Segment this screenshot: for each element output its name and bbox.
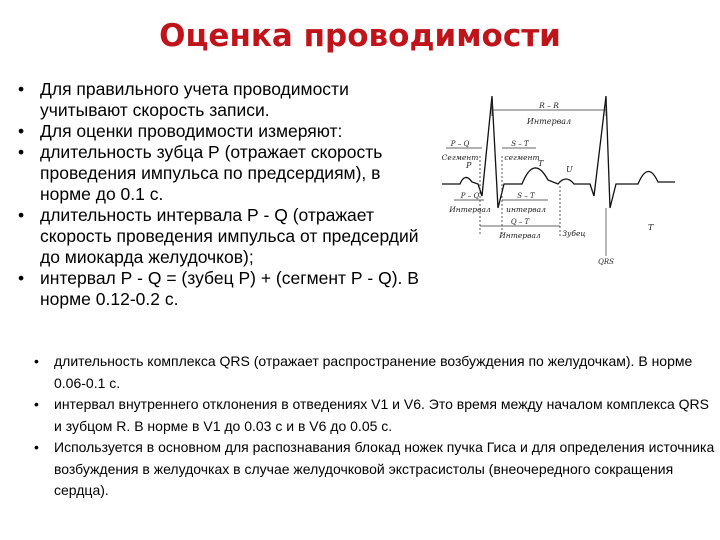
wave-u-label: U — [566, 165, 573, 174]
list-item: • длительность зубца Р (отражает скорость проведения импульса по предсердиям), в норме до 0.1 с. — [18, 142, 423, 205]
list-item: • Для оценки проводимости измеряют: — [18, 121, 423, 142]
list-item: • интервал внутреннего отклонения в отведениях V1 и V6. Это время между началом комплекса QRS и зубцом R. В норме в V1 до 0.03 с и в V6 до 0.05 с. — [34, 394, 718, 437]
rr-label: R – R — [539, 101, 559, 110]
interval-label: Интервал — [449, 205, 491, 214]
st-symbol: S – T — [511, 140, 529, 148]
rr-interval-label: Интервал — [526, 117, 572, 126]
page-title: Оценка проводимости — [159, 18, 561, 54]
list-item: • Для правильного учета проводимости учитывают скорость записи. — [18, 79, 423, 121]
segment-label: Сегмент — [441, 153, 479, 162]
interval-label: Интервал — [499, 231, 541, 240]
wave-label: Зубец — [562, 229, 586, 238]
secondary-bullet-list — [34, 351, 718, 502]
wave-p-label: P — [466, 161, 472, 170]
main-bullet-list — [18, 79, 423, 310]
ecg-diagram — [440, 96, 675, 280]
t-wave-label: T — [648, 223, 654, 232]
interval-label: интервал — [506, 205, 546, 214]
pq-segment-symbol: P – Q — [450, 140, 470, 148]
list-item: • длительность интервала Р - Q (отражает скорость проведения импульса от предсердий до миокарда желудочков); — [18, 205, 423, 268]
qrs-label: QRS — [598, 258, 614, 266]
pq-interval-symbol: P – Q — [460, 192, 480, 200]
qt-symbol: Q – T — [510, 218, 530, 226]
wave-t-label: T — [538, 159, 544, 168]
list-item: • интервал Р - Q = (зубец Р) + (сегмент Р - Q). В норме 0.12-0.2 с. — [18, 268, 423, 310]
st-interval-symbol: S – T — [517, 192, 535, 200]
list-item: • длительность комплекса QRS (отражает распространение возбуждения по желудочкам). В норме 0.06-0.1 с. — [34, 351, 718, 394]
segment-label: сегмент — [504, 153, 540, 162]
list-item: • Используется в основном для распознавания блокад ножек пучка Гиса и для определения источника возбуждения в желудочках в случае желудочковой экстрасистолы (внеочередного сокращения сердца). — [34, 437, 718, 502]
